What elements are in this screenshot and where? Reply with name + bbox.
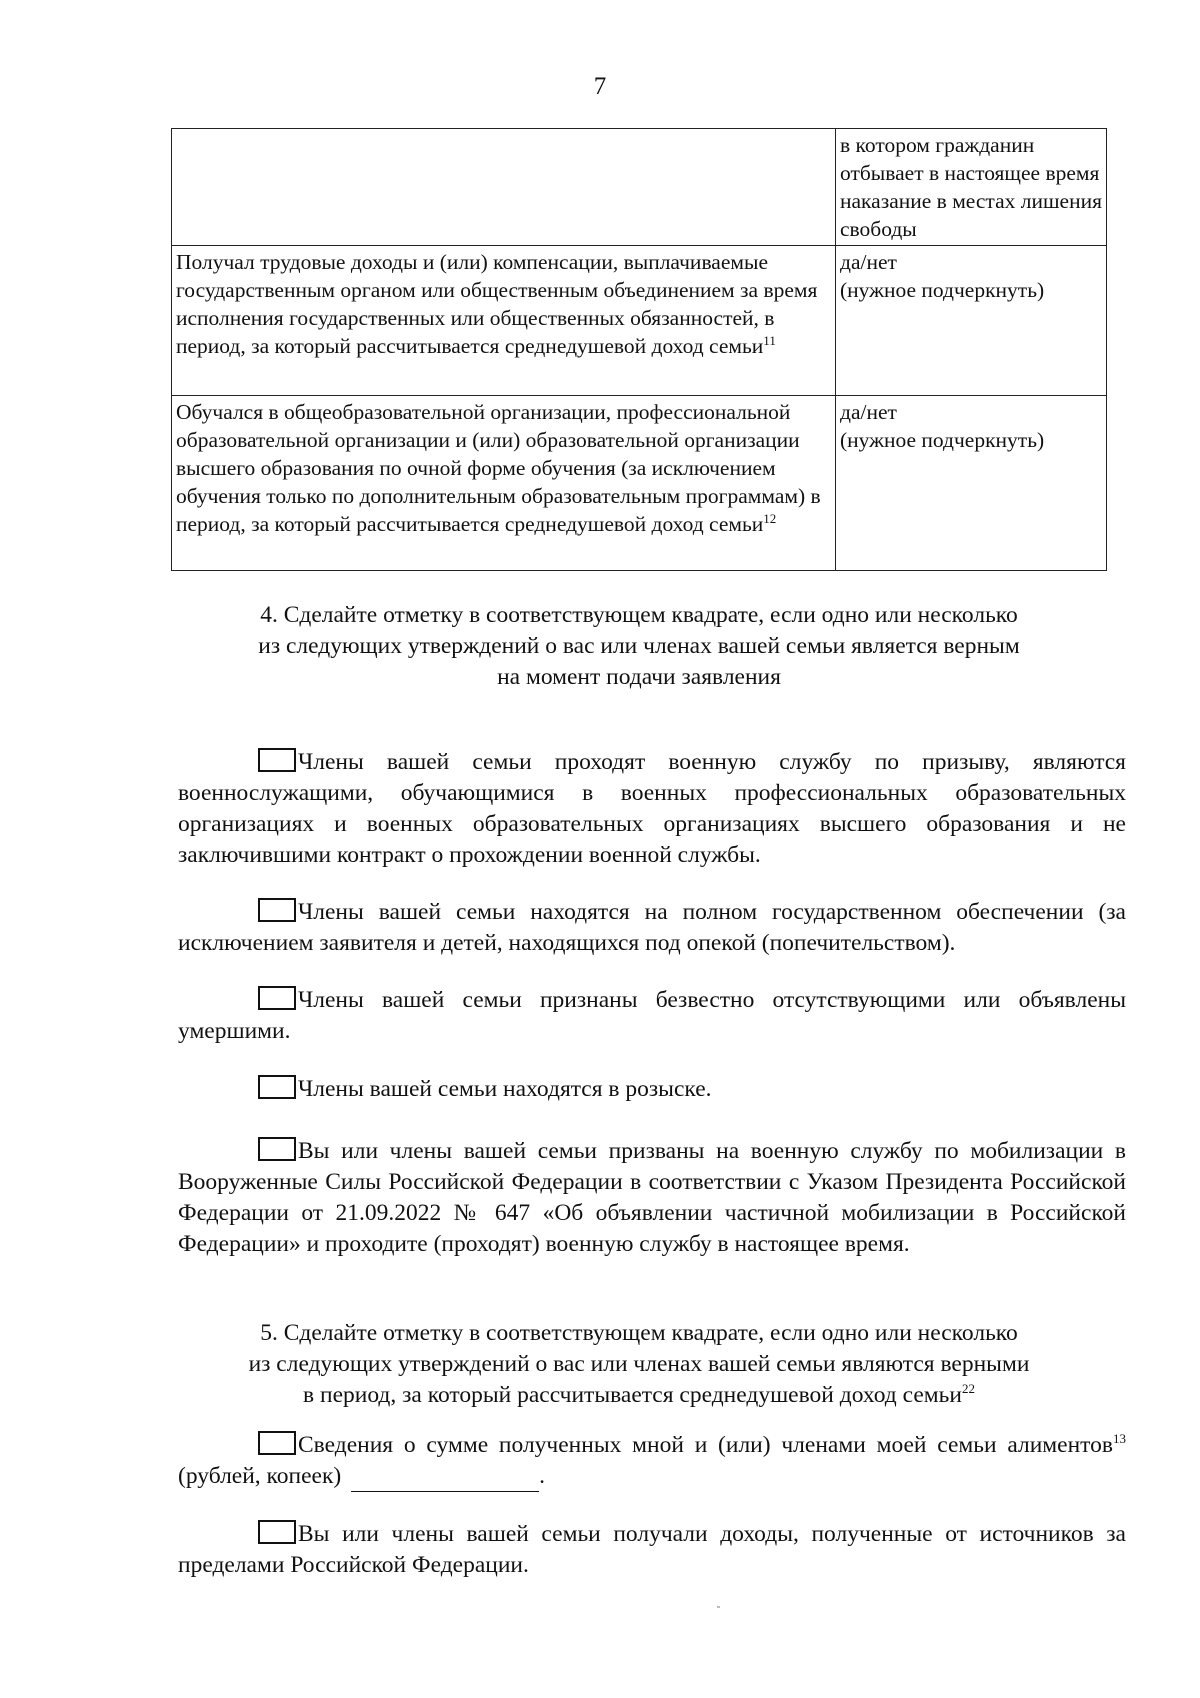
statement-item (178, 985, 1126, 1047)
statement-text: Члены вашей семьи признаны безвестно отсутствующими или объявлены умершими. (178, 987, 1126, 1044)
statement-item (178, 897, 1126, 959)
statement-text: Сведения о сумме полученных мной и (или) членами моей семьи алиментов (298, 1432, 1113, 1458)
statement-item (178, 1519, 1126, 1581)
page-number: 7 (593, 73, 607, 100)
footnote-marker: 12 (763, 510, 777, 526)
table-row (172, 246, 1107, 396)
statement-checkbox[interactable] (258, 986, 296, 1010)
statement-checkbox[interactable] (258, 1075, 296, 1099)
table-cell-question (172, 396, 836, 571)
alimony-amount-field[interactable] (351, 1469, 539, 1492)
footnote-marker: 13 (1113, 1431, 1126, 1447)
answer-hint: (нужное подчеркнуть) (840, 278, 1045, 302)
question-text: Обучался в общеобразовательной организации, профессиональной образовательной организации и (или) образовательной организации высшего образования по очной форме обучения (за исключением обучения только по дополнительным образовательным программам) в период, за который рассчитывается среднедушевой доход семьи (176, 400, 821, 536)
statement-checkbox[interactable] (258, 1431, 296, 1455)
section-5-heading (175, 1318, 1103, 1411)
statement-text: Вы или члены вашей семьи получали доходы, полученные от источников за пределами Российской Федерации. (178, 1521, 1126, 1578)
statement-checkbox[interactable] (258, 1137, 296, 1161)
heading-line: из следующих утверждений о вас или членах вашей семьи является верным (258, 633, 1020, 659)
sentence-end: . (539, 1463, 545, 1489)
statement-checkbox[interactable] (258, 748, 296, 772)
statement-item (178, 747, 1126, 871)
statement-text: Вы или члены вашей семьи призваны на военную службу по мобилизации в Вооруженные Силы Российской Федерации в соответствии с Указом Президента Российской Федерации от 21.09.2022 № 647 «Об объявлении частичной мобилизации в Российской Федерации» и проходите (проходят) военную службу в настоящее время. (178, 1138, 1126, 1257)
answer-yes-no: да/нет (840, 400, 897, 424)
statement-text: Члены вашей семьи находятся в розыске. (298, 1076, 712, 1102)
table-cell-question (172, 246, 836, 396)
heading-line-text: в период, за который рассчитывается среднедушевой доход семьи (303, 1382, 962, 1408)
heading-line: из следующих утверждений о вас или членах вашей семьи являются верными (248, 1351, 1030, 1377)
footnote-marker: 22 (961, 1381, 975, 1397)
question-text: Получал трудовые доходы и (или) компенсации, выплачиваемые государственным органом или общественным объединением за время исполнения государственных или общественных обязанностей, в период, за который рассчитывается среднедушевой доход семьи (176, 250, 818, 358)
statement-text: Члены вашей семьи проходят военную службу по призыву, являются военнослужащими, обучающимися в военных профессиональных образовательных организациях и военных образовательных организациях высшего образования и не заключившими контракт о прохождении военной службы. (178, 749, 1126, 868)
heading-line: 4. Сделайте отметку в соответствующем квадрате, если одно или несколько (260, 602, 1018, 628)
answer-yes-no: да/нет (840, 250, 897, 274)
unit-label: (рублей, копеек) (178, 1463, 342, 1489)
statement-text: Члены вашей семьи находятся на полном государственном обеспечении (за исключением заявителя и детей, находящихся под опекой (попечительством). (178, 899, 1126, 956)
heading-line: на момент подачи заявления (497, 664, 781, 690)
table-cell-empty (172, 129, 836, 246)
table-cell-note: в котором гражданин отбывает в настоящее время наказание в местах лишения свободы (836, 129, 1107, 246)
table-cell-answer[interactable] (836, 246, 1107, 396)
heading-line (175, 1380, 1103, 1411)
scan-speck (717, 1606, 720, 1608)
statement-item (178, 1430, 1126, 1492)
statement-checkbox[interactable] (258, 898, 296, 922)
info-table (171, 128, 1107, 571)
table-cell-answer[interactable] (836, 396, 1107, 571)
statement-item (178, 1074, 1126, 1105)
section-4-heading (175, 600, 1103, 693)
statement-item (178, 1136, 1126, 1260)
statement-checkbox[interactable] (258, 1520, 296, 1544)
table-row (172, 396, 1107, 571)
heading-line: 5. Сделайте отметку в соответствующем квадрате, если одно или несколько (260, 1320, 1018, 1346)
table-row (172, 129, 1107, 246)
footnote-marker: 11 (763, 332, 776, 348)
answer-hint: (нужное подчеркнуть) (840, 428, 1045, 452)
